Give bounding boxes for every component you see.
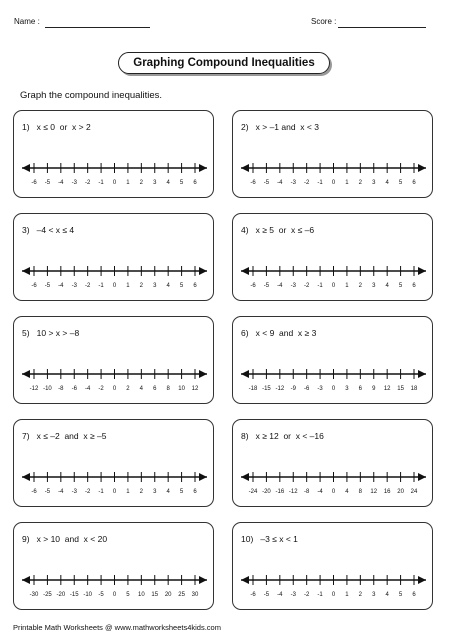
- number-line[interactable]: [233, 214, 434, 302]
- tick-label: -10: [43, 386, 52, 392]
- tick-label: -5: [263, 283, 270, 289]
- tick-label: 10: [178, 386, 185, 392]
- left-arrow-icon: [22, 576, 30, 584]
- tick-label: -6: [31, 180, 37, 186]
- number-line[interactable]: [14, 523, 215, 611]
- tick-label: 3: [345, 386, 349, 392]
- tick-label: 1: [345, 592, 349, 598]
- tick-label: -12: [288, 489, 298, 495]
- tick-label: -8: [58, 386, 64, 392]
- tick-label: -3: [317, 386, 323, 392]
- tick-label: 5: [179, 283, 184, 289]
- left-arrow-icon: [22, 473, 30, 481]
- left-arrow-icon: [241, 267, 249, 275]
- tick-label: 12: [191, 386, 199, 392]
- problem-statement: 9) x > 10 and x < 20: [22, 534, 108, 544]
- tick-label: -5: [44, 283, 51, 289]
- tick-label: -3: [71, 283, 77, 289]
- tick-label: -2: [84, 489, 91, 495]
- number-line[interactable]: [233, 523, 434, 611]
- score-label: Score :: [311, 17, 337, 26]
- tick-label: -9: [290, 386, 296, 392]
- right-arrow-icon: [199, 370, 207, 378]
- tick-label: 4: [385, 283, 389, 289]
- tick-label: 0: [112, 592, 117, 598]
- tick-label: 15: [151, 592, 159, 598]
- tick-label: -3: [290, 592, 296, 598]
- right-arrow-icon: [199, 576, 207, 584]
- tick-label: -3: [290, 180, 296, 186]
- tick-label: 5: [398, 283, 403, 289]
- tick-label: 3: [153, 180, 157, 186]
- tick-label: 5: [398, 180, 403, 186]
- tick-label: 6: [412, 592, 416, 598]
- tick-label: 2: [126, 386, 130, 392]
- tick-label: 1: [345, 180, 349, 186]
- tick-label: 6: [358, 386, 363, 392]
- tick-label: -6: [71, 386, 77, 392]
- tick-label: 4: [385, 180, 389, 186]
- tick-label: 10: [137, 592, 145, 598]
- tick-label: -4: [58, 283, 64, 289]
- tick-label: 2: [139, 180, 144, 186]
- tick-label: 0: [331, 180, 336, 186]
- tick-label: 1: [126, 283, 130, 289]
- tick-label: 4: [385, 592, 389, 598]
- tick-label: 2: [358, 592, 363, 598]
- tick-label: -18: [248, 386, 258, 392]
- tick-label: -3: [71, 180, 77, 186]
- tick-label: 0: [112, 283, 117, 289]
- left-arrow-icon: [241, 473, 249, 481]
- tick-label: 6: [193, 180, 197, 186]
- problem-card: [13, 110, 214, 198]
- tick-label: -16: [275, 489, 285, 495]
- instructions: Graph the compound inequalities.: [20, 90, 163, 101]
- tick-label: 0: [331, 489, 336, 495]
- tick-label: 5: [398, 592, 403, 598]
- problem-card: [232, 316, 433, 404]
- problem-card: [232, 522, 433, 610]
- tick-label: -5: [44, 489, 51, 495]
- tick-label: 4: [166, 180, 170, 186]
- tick-label: 1: [126, 489, 130, 495]
- tick-label: -2: [303, 592, 310, 598]
- tick-label: 1: [126, 180, 130, 186]
- left-arrow-icon: [241, 576, 249, 584]
- tick-label: 5: [126, 592, 130, 598]
- tick-label: -5: [98, 592, 104, 598]
- problem-statement: 1) x ≤ 0 or x > 2: [22, 122, 91, 132]
- tick-label: -6: [250, 283, 256, 289]
- problem-statement: 2) x > –1 and x < 3: [241, 122, 319, 132]
- right-arrow-icon: [418, 267, 426, 275]
- tick-label: -1: [317, 592, 323, 598]
- tick-label: 4: [345, 489, 349, 495]
- tick-label: 8: [166, 386, 170, 392]
- tick-label: -20: [262, 489, 271, 495]
- tick-label: -2: [303, 180, 310, 186]
- number-line[interactable]: [14, 214, 215, 302]
- tick-label: 6: [193, 283, 197, 289]
- tick-label: 2: [358, 283, 363, 289]
- problem-card: [13, 522, 214, 610]
- tick-label: 12: [370, 489, 378, 495]
- left-arrow-icon: [241, 370, 249, 378]
- tick-label: 8: [358, 489, 363, 495]
- tick-label: -1: [317, 180, 323, 186]
- tick-label: -6: [31, 489, 37, 495]
- right-arrow-icon: [418, 370, 426, 378]
- tick-label: 3: [372, 592, 376, 598]
- tick-label: -6: [250, 180, 256, 186]
- tick-label: 3: [153, 489, 157, 495]
- tick-label: -24: [248, 489, 258, 495]
- number-line[interactable]: [14, 420, 215, 508]
- tick-label: -5: [44, 180, 51, 186]
- tick-label: 6: [412, 180, 416, 186]
- tick-label: 9: [372, 386, 376, 392]
- tick-label: -25: [43, 592, 52, 598]
- number-line[interactable]: [14, 111, 215, 199]
- tick-label: -2: [98, 386, 104, 392]
- right-arrow-icon: [418, 473, 426, 481]
- problem-card: [232, 110, 433, 198]
- left-arrow-icon: [22, 267, 30, 275]
- tick-label: -3: [71, 489, 77, 495]
- tick-label: 6: [153, 386, 157, 392]
- tick-label: -8: [303, 489, 310, 495]
- tick-label: 15: [397, 386, 404, 392]
- problem-card: [232, 419, 433, 507]
- problem-statement: 4) x ≥ 5 or x ≤ –6: [241, 225, 315, 235]
- tick-label: -4: [277, 283, 283, 289]
- tick-label: -20: [56, 592, 66, 598]
- tick-label: -1: [317, 283, 323, 289]
- tick-label: 6: [412, 283, 416, 289]
- tick-label: 2: [139, 489, 144, 495]
- tick-label: -1: [98, 489, 104, 495]
- tick-label: -2: [303, 283, 310, 289]
- footer-credit: Printable Math Worksheets @ www.mathworksheets4kids.com: [13, 623, 221, 632]
- tick-label: -3: [290, 283, 296, 289]
- number-line[interactable]: [233, 420, 434, 508]
- tick-label: 20: [397, 489, 404, 495]
- name-line[interactable]: [45, 27, 150, 28]
- right-arrow-icon: [199, 164, 207, 172]
- tick-label: 3: [372, 283, 376, 289]
- problem-statement: 8) x ≥ 12 or x < –16: [241, 431, 324, 441]
- tick-label: 12: [383, 386, 391, 392]
- right-arrow-icon: [199, 473, 207, 481]
- tick-label: 16: [383, 489, 391, 495]
- tick-label: -5: [263, 592, 270, 598]
- tick-label: -4: [58, 180, 64, 186]
- right-arrow-icon: [418, 576, 426, 584]
- problem-statement: 7) x ≤ –2 and x ≥ –5: [22, 431, 107, 441]
- tick-label: -10: [83, 592, 93, 598]
- tick-label: 30: [191, 592, 199, 598]
- tick-label: 25: [178, 592, 185, 598]
- tick-label: -5: [263, 180, 270, 186]
- worksheet-title: Graphing Compound Inequalities: [118, 52, 330, 74]
- tick-label: 0: [112, 180, 117, 186]
- tick-label: 4: [139, 386, 144, 392]
- tick-label: -4: [84, 386, 91, 392]
- right-arrow-icon: [199, 267, 207, 275]
- tick-label: -1: [98, 283, 104, 289]
- right-arrow-icon: [418, 164, 426, 172]
- problem-statement: 3) –4 < x ≤ 4: [22, 225, 75, 235]
- number-line[interactable]: [14, 317, 215, 405]
- tick-label: 0: [112, 386, 117, 392]
- tick-label: 0: [331, 386, 336, 392]
- tick-label: 0: [331, 283, 336, 289]
- tick-label: -6: [250, 592, 256, 598]
- problem-card: [232, 213, 433, 301]
- tick-label: -4: [277, 180, 283, 186]
- tick-label: 0: [112, 489, 117, 495]
- name-label: Name :: [14, 17, 40, 26]
- tick-label: 5: [179, 180, 184, 186]
- tick-label: -12: [275, 386, 285, 392]
- tick-label: 1: [345, 283, 349, 289]
- tick-label: -12: [29, 386, 39, 392]
- tick-label: -30: [29, 592, 39, 598]
- number-line[interactable]: [233, 317, 434, 405]
- tick-label: -15: [69, 592, 79, 598]
- problem-statement: 5) 10 > x > –8: [22, 328, 80, 338]
- tick-label: 3: [153, 283, 157, 289]
- tick-label: -6: [303, 386, 310, 392]
- left-arrow-icon: [22, 164, 30, 172]
- tick-label: 20: [164, 592, 172, 598]
- problem-card: [13, 419, 214, 507]
- tick-label: -2: [84, 283, 91, 289]
- number-line[interactable]: [233, 111, 434, 199]
- tick-label: -15: [262, 386, 271, 392]
- tick-label: -6: [31, 283, 37, 289]
- tick-label: -2: [84, 180, 91, 186]
- tick-label: 3: [372, 180, 376, 186]
- tick-label: 24: [410, 489, 418, 495]
- tick-label: -4: [277, 592, 283, 598]
- problem-statement: 10) –3 ≤ x < 1: [241, 534, 298, 544]
- tick-label: -4: [317, 489, 323, 495]
- tick-label: 0: [331, 592, 336, 598]
- left-arrow-icon: [241, 164, 249, 172]
- tick-label: 6: [193, 489, 197, 495]
- problem-statement: 6) x < 9 and x ≥ 3: [241, 328, 317, 338]
- left-arrow-icon: [22, 370, 30, 378]
- tick-label: 2: [139, 283, 144, 289]
- tick-label: 5: [179, 489, 184, 495]
- tick-label: 18: [410, 386, 418, 392]
- tick-label: 4: [166, 283, 170, 289]
- problem-card: [13, 213, 214, 301]
- score-line[interactable]: [338, 27, 426, 28]
- tick-label: 4: [166, 489, 170, 495]
- problem-card: [13, 316, 214, 404]
- tick-label: -4: [58, 489, 64, 495]
- tick-label: 2: [358, 180, 363, 186]
- tick-label: -1: [98, 180, 104, 186]
